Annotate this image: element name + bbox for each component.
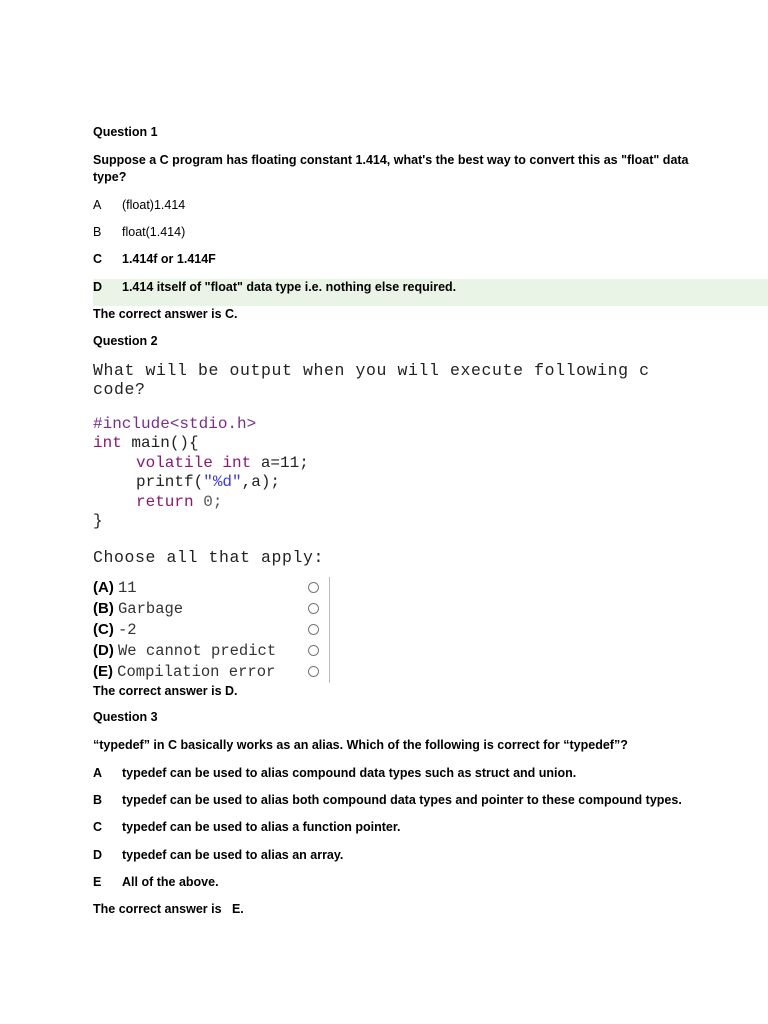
option-letter: A	[93, 766, 103, 780]
q2-choice-d[interactable]	[93, 640, 333, 661]
code-main-line	[93, 434, 199, 454]
q2-choice-a[interactable]	[93, 577, 333, 598]
question-3-prompt: “typedef” in C basically works as an alias. Which of the following is correct for “typedef”?	[93, 738, 628, 752]
code-text: a=11;	[251, 454, 309, 472]
option-text: 1.414 itself of "float" data type i.e. nothing else required.	[122, 280, 457, 294]
q3-option-b	[93, 792, 682, 808]
option-letter: B	[93, 793, 103, 807]
question-2-prompt-line2: code?	[93, 380, 146, 399]
q1-option-c	[93, 251, 216, 267]
choice-label: (E)	[93, 663, 113, 680]
choose-all-label: Choose all that apply:	[93, 548, 325, 567]
question-1-prompt-line2: type?	[93, 170, 127, 184]
question-2-prompt-line1: What will be output when you will execute following c	[93, 361, 650, 380]
choice-text: Garbage	[118, 600, 184, 618]
option-letter: C	[93, 252, 103, 266]
q3-option-e	[93, 874, 219, 890]
radio-button-icon[interactable]	[308, 645, 319, 656]
choice-label: (A)	[93, 579, 114, 596]
choice-text: 11	[118, 579, 137, 597]
q3-option-d	[93, 847, 343, 863]
option-text: typedef can be used to alias a function pointer.	[122, 820, 401, 834]
option-letter: D	[93, 848, 103, 862]
q3-option-c	[93, 819, 401, 835]
question-3-answer: The correct answer is E.	[93, 902, 244, 916]
code-printf-line	[136, 473, 280, 493]
question-3-title: Question 3	[93, 710, 158, 724]
q1-option-d	[93, 279, 456, 295]
q2-choice-c[interactable]	[93, 619, 333, 640]
radio-button-icon[interactable]	[308, 603, 319, 614]
code-keyword: volatile int	[136, 454, 252, 472]
option-text: typedef can be used to alias compound data types such as struct and union.	[122, 766, 577, 780]
code-include-line: #include<stdio.h>	[93, 415, 257, 433]
code-string: "%d"	[203, 473, 242, 491]
code-keyword: return	[136, 493, 194, 511]
code-text: printf(	[136, 473, 204, 491]
option-text: typedef can be used to alias both compound data types and pointer to these compound types.	[122, 793, 682, 807]
choice-label: (D)	[93, 642, 114, 659]
code-return-line	[136, 493, 222, 513]
choice-divider	[329, 577, 330, 683]
question-2-answer: The correct answer is D.	[93, 684, 238, 698]
option-text: All of the above.	[122, 875, 219, 889]
radio-button-icon[interactable]	[308, 582, 319, 593]
choice-label: (C)	[93, 621, 114, 638]
option-letter: C	[93, 820, 103, 834]
code-text: ,a);	[241, 473, 281, 491]
option-letter: B	[93, 225, 102, 239]
radio-button-icon[interactable]	[308, 624, 319, 635]
choice-label: (B)	[93, 600, 114, 617]
q1-option-a	[93, 197, 185, 213]
code-decl-line	[136, 454, 309, 474]
q2-choice-b[interactable]	[93, 598, 333, 619]
question-2-title: Question 2	[93, 334, 158, 348]
option-letter: E	[93, 875, 102, 889]
q3-option-a	[93, 765, 576, 781]
code-close-line: }	[93, 512, 103, 530]
code-text: main(){	[121, 434, 199, 452]
question-1-answer: The correct answer is C.	[93, 307, 238, 321]
radio-button-icon[interactable]	[308, 666, 319, 677]
code-text: 0;	[193, 493, 223, 511]
choice-text: Compilation error	[117, 663, 276, 681]
q1-option-b	[93, 224, 185, 240]
option-text: (float)1.414	[122, 198, 186, 212]
choice-text: -2	[118, 621, 137, 639]
option-text: float(1.414)	[122, 225, 186, 239]
code-keyword: int	[93, 434, 122, 452]
question-1-title: Question 1	[93, 125, 158, 139]
question-1-prompt-line1: Suppose a C program has floating constant 1.414, what's the best way to convert this as "float" data	[93, 153, 689, 167]
choice-text: We cannot predict	[118, 642, 277, 660]
option-letter: D	[93, 280, 103, 294]
option-text: 1.414f or 1.414F	[122, 252, 216, 266]
option-text: typedef can be used to alias an array.	[122, 848, 344, 862]
option-letter: A	[93, 198, 102, 212]
q2-choice-e[interactable]	[93, 661, 333, 682]
